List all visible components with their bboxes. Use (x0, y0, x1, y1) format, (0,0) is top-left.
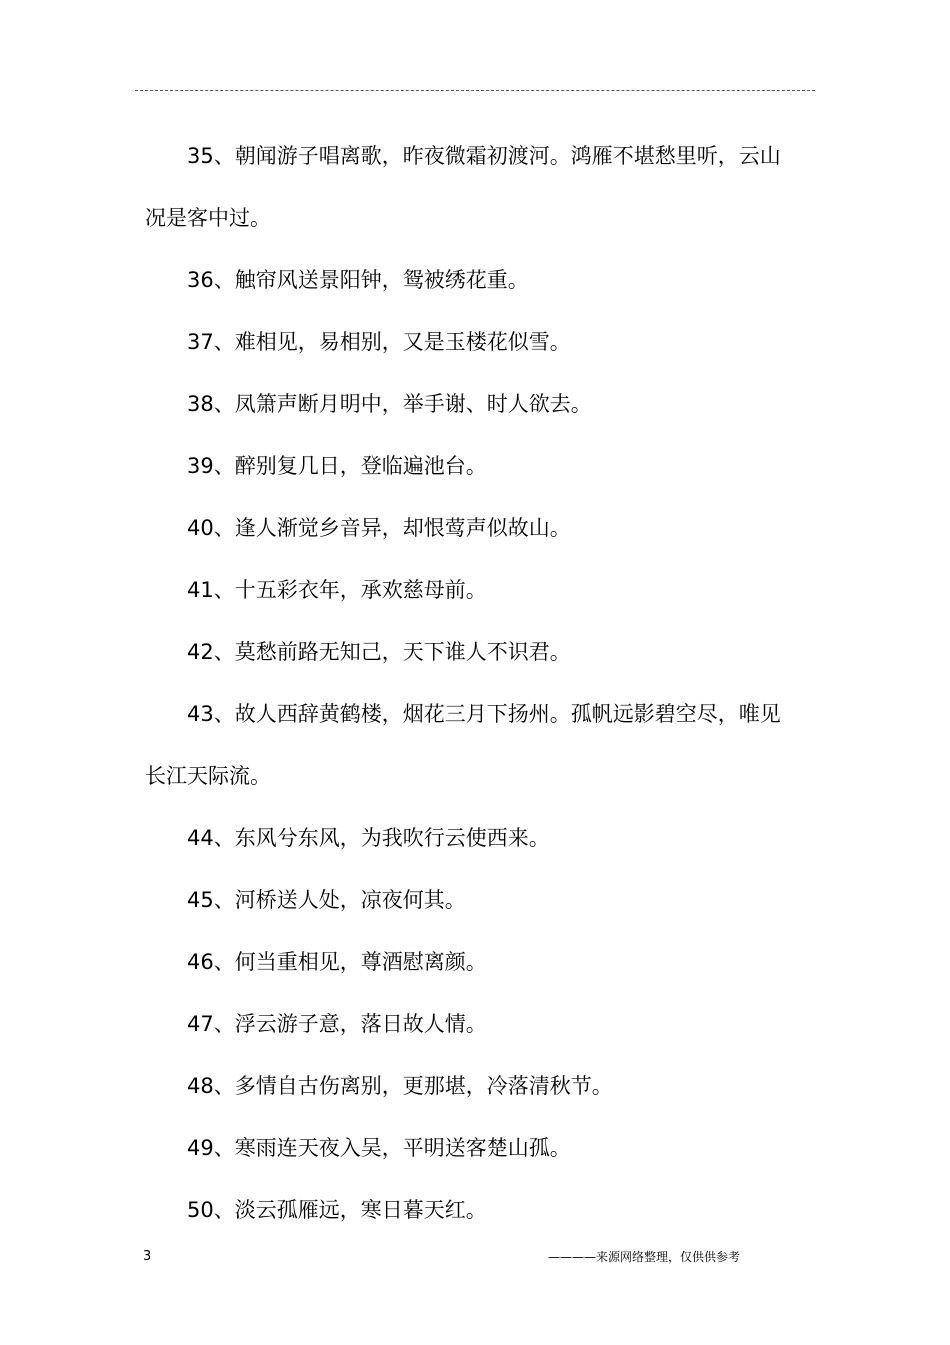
header-divider (135, 90, 815, 91)
poem-list (145, 125, 785, 1241)
list-item: 46、何当重相见，尊酒慰离颜。 (187, 950, 487, 974)
list-item: 45、河桥送人处，凉夜何其。 (187, 888, 466, 912)
list-item: 39、醉别复几日，登临遍池台。 (187, 454, 487, 478)
list-item: 47、浮云游子意，落日故人情。 (187, 1012, 487, 1036)
list-item: 42、莫愁前路无知己，天下谁人不识君。 (187, 640, 571, 664)
footer-note: ————来源网络整理，仅供供参考 (548, 1250, 741, 1264)
list-item: 44、东风兮东风，为我吹行云使西来。 (187, 826, 550, 850)
list-item: 43、故人西辞黄鹤楼，烟花三月下扬州。孤帆远影碧空尽，唯见长江天际流。 (145, 702, 781, 788)
list-item: 48、多情自古伤离别，更那堪，冷落清秋节。 (187, 1074, 613, 1098)
list-item: 36、触帘风送景阳钟，鸳被绣花重。 (187, 268, 529, 292)
list-item: 35、朝闻游子唱离歌，昨夜微霜初渡河。鸿雁不堪愁里听，云山况是客中过。 (145, 144, 781, 230)
page-number: 3 (143, 1249, 152, 1264)
list-item: 41、十五彩衣年，承欢慈母前。 (187, 578, 487, 602)
list-item: 40、逢人渐觉乡音异，却恨莺声似故山。 (187, 516, 571, 540)
list-item: 38、凤箫声断月明中，举手谢、时人欲去。 (187, 392, 592, 416)
list-item: 37、难相见，易相别，又是玉楼花似雪。 (187, 330, 571, 354)
list-item: 49、寒雨连天夜入吴，平明送客楚山孤。 (187, 1136, 571, 1160)
list-item: 50、淡云孤雁远，寒日暮天红。 (187, 1198, 487, 1222)
